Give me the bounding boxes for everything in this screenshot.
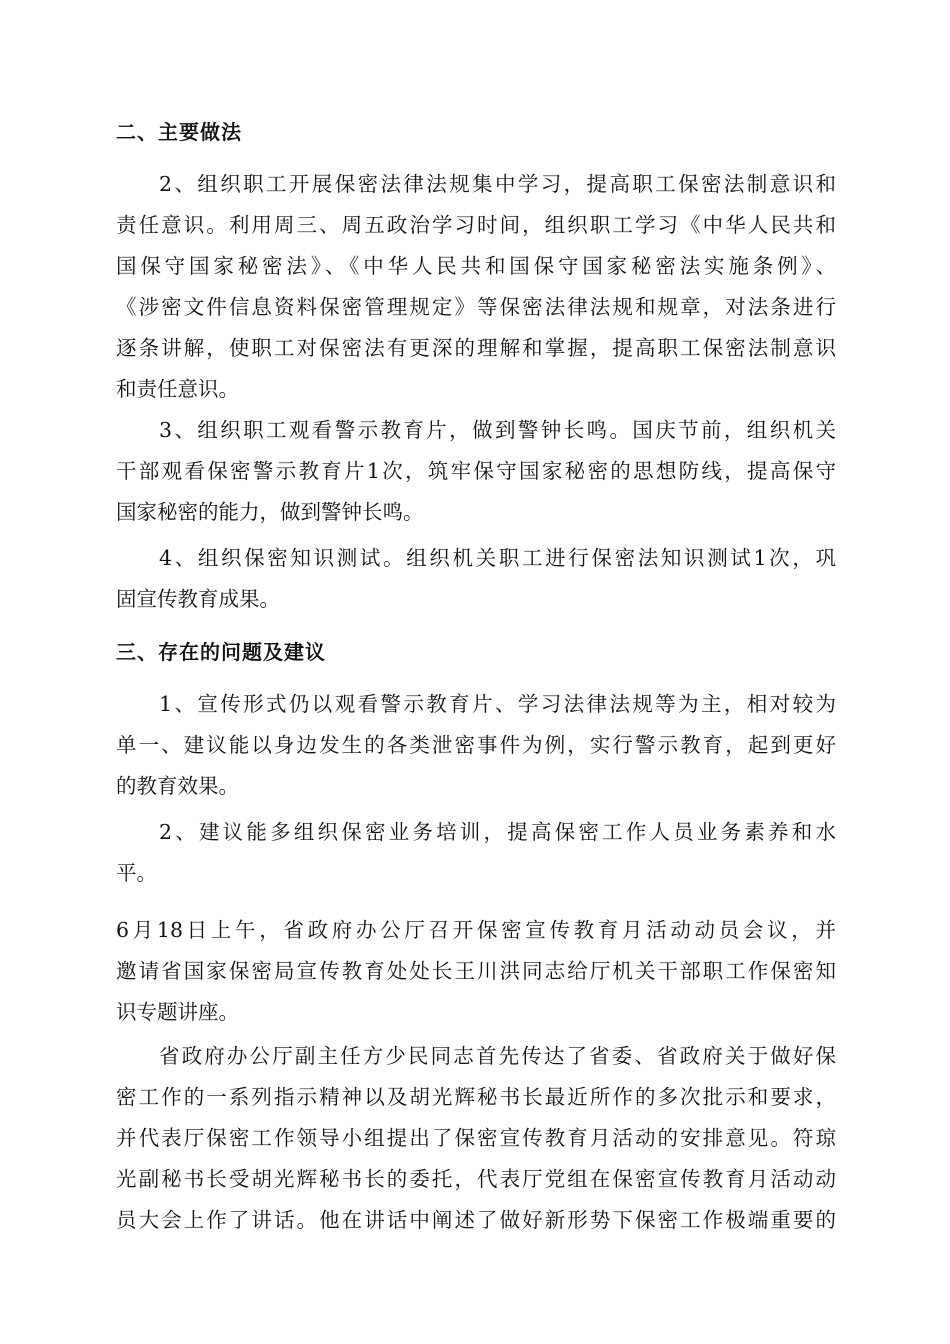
paragraph-item-4: [116, 538, 836, 620]
paragraph-line: 省政府办公厅副主任方少民同志首先传达了省委、省政府关于做好保: [159, 1044, 836, 1068]
paragraph-line: 光副秘书长受胡光辉秘书长的委托，代表厅党组在保密宣传教育月活动动: [116, 1167, 836, 1191]
paragraph-line: 固宣传教育成果。: [116, 587, 280, 611]
section-heading-main-practices: 二、主要做法: [116, 120, 242, 144]
paragraph-line: 国保守国家秘密法》、《中华人民共和国保守国家秘密法实施条例》、: [116, 254, 836, 278]
paragraph-line: 干部观看保密警示教育片1次，筑牢保守国家秘密的思想防线，提高保守: [116, 459, 836, 483]
paragraph-line: 2、组织职工开展保密法律法规集中学习，提高职工保密法制意识和: [159, 172, 836, 196]
section-heading-problems-suggestions: 三、存在的问题及建议: [116, 640, 326, 664]
paragraph-line: 单一、建议能以身边发生的各类泄密事件为例，实行警示教育，起到更好: [116, 733, 836, 757]
paragraph-item-3: [116, 410, 836, 533]
paragraph-line: 责任意识。利用周三、周五政治学习时间，组织职工学习《中华人民共和: [116, 213, 836, 237]
paragraph-suggestion-2: [116, 812, 836, 894]
paragraph-line: 和责任意识。: [116, 377, 239, 401]
paragraph-suggestion-1: [116, 684, 836, 807]
paragraph-line: 并代表厅保密工作领导小组提出了保密宣传教育月活动的安排意见。符琼: [116, 1126, 836, 1150]
paragraph-line: 平。: [116, 861, 157, 885]
paragraph-line: 密工作的一系列指示精神以及胡光辉秘书长最近所作的多次批示和要求，: [116, 1085, 836, 1109]
paragraph-line: 逐条讲解，使职工对保密法有更深的理解和掌握，提高职工保密法制意识: [116, 336, 836, 360]
paragraph-line: 2、建议能多组织保密业务培训，提高保密工作人员业务素养和水: [159, 820, 836, 844]
paragraph-item-2: [116, 164, 836, 410]
paragraph-line: 4、组织保密知识测试。组织机关职工进行保密法知识测试1次，巩: [159, 546, 836, 570]
paragraph-line: 《涉密文件信息资料保密管理规定》等保密法律法规和规章，对法条进行: [116, 295, 836, 319]
paragraph-line: 国家秘密的能力，做到警钟长鸣。: [116, 500, 424, 524]
paragraph-line: 1、宣传形式仍以观看警示教育片、学习法律法规等为主，相对较为: [159, 692, 836, 716]
paragraph-line: 3、组织职工观看警示教育片，做到警钟长鸣。国庆节前，组织机关: [159, 418, 836, 442]
paragraph-line: 的教育效果。: [116, 774, 239, 798]
paragraph-speech-summary: [116, 1036, 836, 1241]
paragraph-line: 6月18日上午，省政府办公厅召开保密宣传教育月活动动员会议，并: [116, 918, 836, 942]
paragraph-line: 识专题讲座。: [116, 1000, 239, 1024]
paragraph-line: 邀请省国家保密局宣传教育处处长王川洪同志给厅机关干部职工作保密知: [116, 959, 836, 983]
paragraph-line: 员大会上作了讲话。他在讲话中阐述了做好新形势下保密工作极端重要的: [116, 1208, 836, 1232]
paragraph-mobilization-meeting: [116, 910, 836, 1033]
